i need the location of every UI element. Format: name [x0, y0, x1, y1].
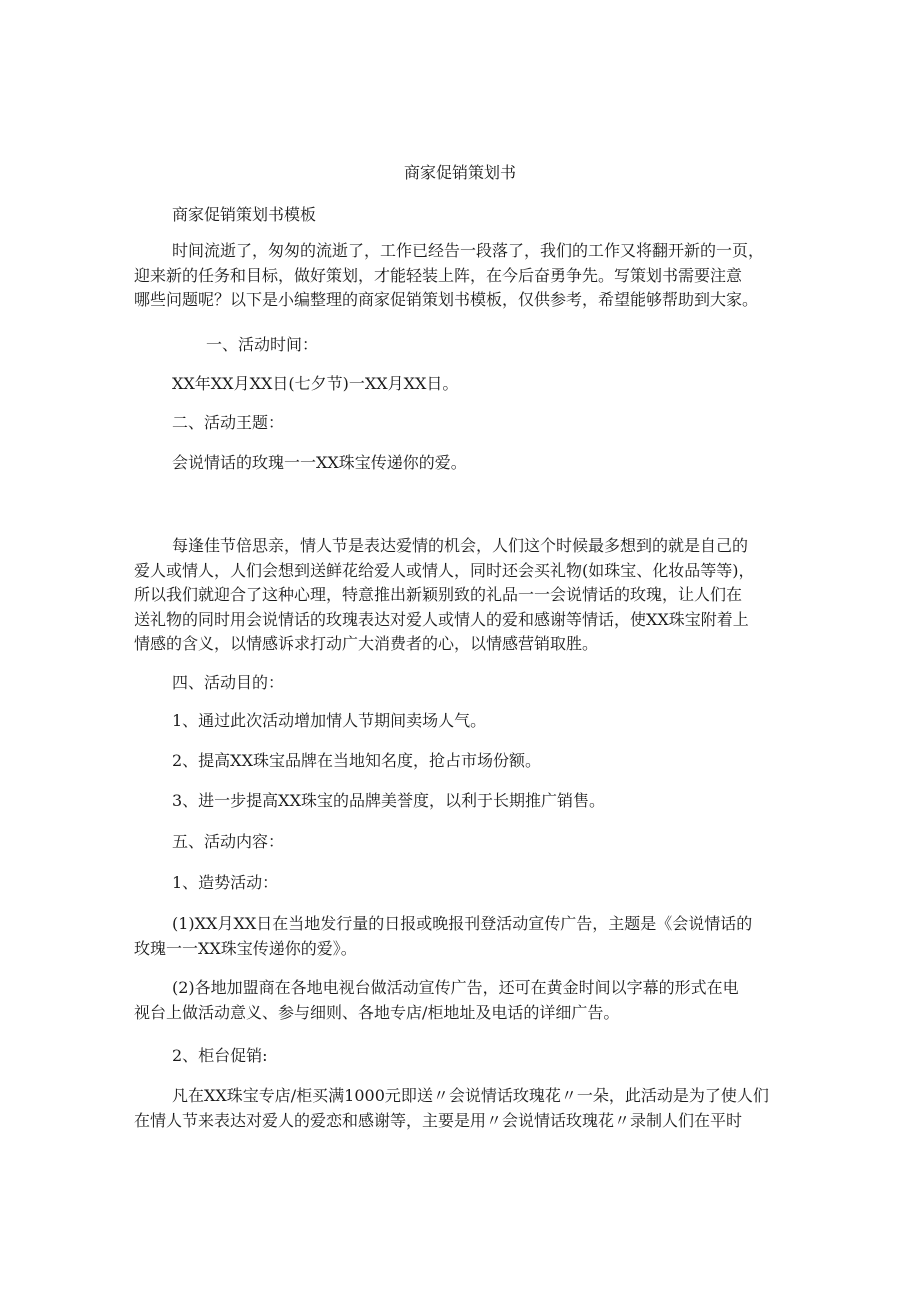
section3-paragraph: [134, 534, 764, 657]
sub1-item1-line: 玫瑰一一XX珠宝传递你的爱》。: [134, 938, 357, 958]
document-subtitle: 商家促销策划书模板: [172, 205, 317, 224]
document-title: 商家促销策划书: [403, 163, 516, 182]
section2-text: 会说情话的玫瑰一一XX珠宝传递你的爱。: [172, 453, 467, 472]
intro-paragraph: [134, 239, 764, 313]
intro-line: 哪些问题呢？以下是小编整理的商家促销策划书模板，仅供参考，希望能够帮助到大家。: [134, 290, 759, 309]
sub1-item2-line: (2)各地加盟商在各地电视台做活动宣传广告，还可在黄金时间以字幕的形式在电: [172, 978, 739, 997]
sub1-item2: [134, 976, 764, 1025]
sub1-item1-line: (1)XX月XX日在当地发行量的日报或晚报刊登活动宣传广告，主题是《会说情话的: [172, 914, 753, 933]
section5-heading: 五、活动内容：: [172, 832, 285, 851]
intro-line: 时间流逝了，匆匆的流逝了，工作已经告一段落了，我们的工作又将翻开新的一页，: [172, 241, 765, 260]
sub1-heading: 1、造势活动：: [172, 873, 279, 892]
sub2-paragraph: [134, 1084, 769, 1133]
sub2-line: 在情人节来表达对爱人的爱恋和感谢等，主要是用〃会说情话玫瑰花〃录制人们在平时: [134, 1110, 743, 1130]
section3-line: 爱人或情人，人们会想到送鲜花给爱人或情人，同时还会买礼物(如珠宝、化妆品等等)，: [134, 560, 755, 580]
section3-line: 每逢佳节倍思亲，情人节是表达爱情的机会，人们这个时候最多想到的就是自己的: [172, 536, 749, 555]
goal-item: 3、进一步提高XX珠宝的品牌美誉度，以利于长期推广销售。: [172, 791, 605, 810]
intro-line: 迎来新的任务和目标，做好策划，才能轻装上阵，在今后奋勇争先。写策划书需要注意: [134, 265, 743, 285]
sub1-item1: [134, 912, 764, 961]
section4-heading: 四、活动目的：: [172, 673, 285, 692]
section2-heading: 二、活动王题：: [172, 413, 285, 432]
sub1-item2-line: 视台上做活动意义、参与细则、各地专店/柜地址及电话的详细广告。: [134, 1002, 620, 1022]
goal-item: 1、通过此次活动增加情人节期间卖场人气。: [172, 711, 487, 730]
sub2-line: 凡在XX珠宝专店/柜买满1000元即送〃会说情话玫瑰花〃一朵，此活动是为了使人们: [172, 1086, 769, 1105]
section3-line: 所以我们就迎合了这种心理，特意推出新颖别致的礼品一一会说情话的玫瑰，让人们在: [134, 585, 743, 604]
section1-heading: 一、活动时间：: [206, 335, 319, 354]
goal-item: 2、提高XX珠宝品牌在当地知名度，抢占市场份额。: [172, 751, 541, 770]
section1-text: XX年XX月XX日(七夕节)一XX月XX日。: [172, 374, 459, 393]
section3-line: 送礼物的同时用会说情话的玫瑰表达对爱人或情人的爱和感谢等情话，使XX珠宝附着上: [134, 609, 749, 629]
section3-line: 情感的含义，以情感诉求打动广大消费者的心，以情感营销取胜。: [134, 634, 599, 653]
sub2-heading: 2、柜台促销:: [172, 1046, 268, 1065]
